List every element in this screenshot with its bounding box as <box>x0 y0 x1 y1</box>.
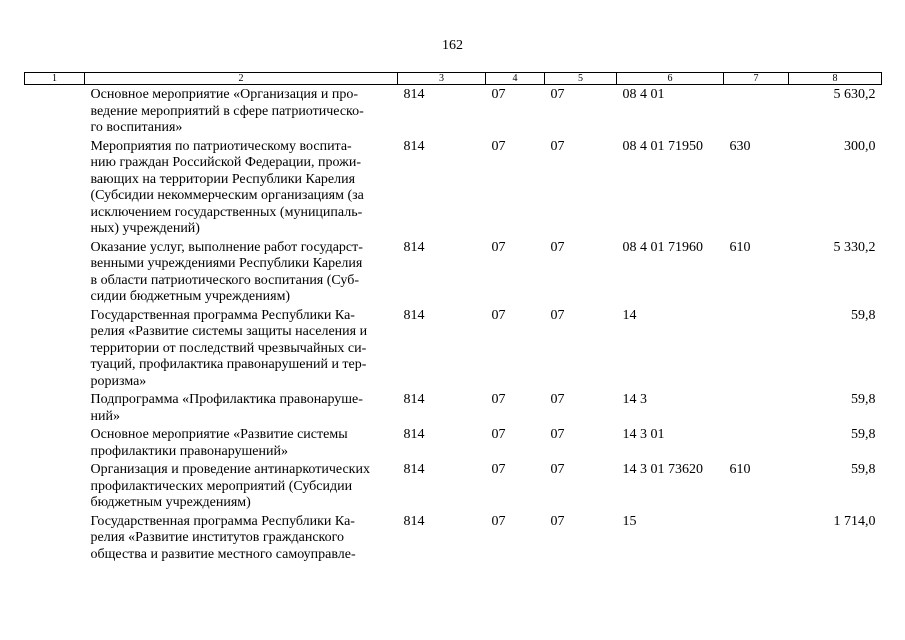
budget-table <box>24 72 882 565</box>
row-col6: 15 <box>622 513 637 529</box>
row-col7: 610 <box>729 462 751 477</box>
row-col3: 814 <box>403 307 425 323</box>
table-row <box>25 392 882 427</box>
row-col3: 814 <box>403 87 425 102</box>
table-body <box>25 85 882 566</box>
table-row <box>25 514 882 566</box>
row-col4: 07 <box>491 513 506 529</box>
row-col5: 07 <box>550 87 565 102</box>
table-row <box>25 85 882 139</box>
row-col3: 814 <box>403 392 425 407</box>
row-col3: 814 <box>403 239 425 255</box>
table-row <box>25 427 882 462</box>
row-col3: 814 <box>403 513 425 529</box>
row-amount: 1 714,0 <box>833 513 876 529</box>
row-col6: 14 <box>622 307 637 323</box>
row-amount: 5 330,2 <box>833 239 876 255</box>
row-col4: 07 <box>491 462 506 477</box>
row-col1 <box>25 462 85 514</box>
table-row <box>25 308 882 393</box>
row-name: Оказание услуг, выполнение работ государст- венными учреждениями Республики Карелия в области патриотического воспитания (Суб- сидии бюджетным учреждениям) <box>90 239 363 304</box>
table-row <box>25 462 882 514</box>
row-col7 <box>724 85 789 139</box>
row-col3: 814 <box>403 138 425 154</box>
row-col6: 14 3 01 73620 <box>622 462 703 477</box>
column-header-5: 5 <box>545 73 617 85</box>
row-col4: 07 <box>491 138 506 154</box>
table-header <box>25 73 882 85</box>
row-name: Основное мероприятие «Организация и про- ведение мероприятий в сфере патриотическо- го воспитания» <box>90 87 364 135</box>
row-col5: 07 <box>550 392 565 407</box>
row-amount: 59,8 <box>851 392 876 407</box>
row-col4: 07 <box>491 87 506 102</box>
row-col1 <box>25 139 85 240</box>
row-name: Государственная программа Республики Ка- релия «Развитие институтов гражданского общества и развитие местного самоуправле- <box>90 513 356 562</box>
row-col6: 14 3 01 <box>622 427 665 442</box>
row-col1 <box>25 308 85 393</box>
column-header-4: 4 <box>486 73 545 85</box>
row-col5: 07 <box>550 427 565 442</box>
page-number: 162 <box>442 38 463 53</box>
row-col5: 07 <box>550 513 565 529</box>
row-col5: 07 <box>550 462 565 477</box>
row-col6: 14 3 <box>622 392 647 407</box>
column-header-3: 3 <box>398 73 486 85</box>
row-col5: 07 <box>550 307 565 323</box>
row-col3: 814 <box>403 462 425 477</box>
row-col1 <box>25 392 85 427</box>
row-col3: 814 <box>403 427 425 442</box>
row-col6: 08 4 01 71960 <box>622 239 703 255</box>
row-amount: 59,8 <box>851 462 876 477</box>
row-amount: 59,8 <box>851 427 876 442</box>
row-amount: 59,8 <box>851 307 876 323</box>
row-col1 <box>25 427 85 462</box>
row-col1 <box>25 514 85 566</box>
row-name: Подпрограмма «Профилактика правонаруше- ний» <box>90 392 363 424</box>
row-col6: 08 4 01 <box>622 87 665 102</box>
row-col7 <box>724 514 789 566</box>
table-row <box>25 240 882 308</box>
row-col7 <box>724 392 789 427</box>
row-col4: 07 <box>491 392 506 407</box>
row-col1 <box>25 240 85 308</box>
row-col7 <box>724 427 789 462</box>
column-header-2: 2 <box>85 73 398 85</box>
column-header-8: 8 <box>789 73 882 85</box>
row-col7 <box>724 308 789 393</box>
row-amount: 5 630,2 <box>833 87 876 102</box>
row-col6: 08 4 01 71950 <box>622 138 703 154</box>
row-name: Государственная программа Республики Ка- релия «Развитие системы защиты населения и территории от последствий чрезвычайных си- туаций, профилактика правонарушений и тер- роризма» <box>90 307 368 389</box>
table-row <box>25 139 882 240</box>
column-header-1: 1 <box>25 73 85 85</box>
column-header-7: 7 <box>724 73 789 85</box>
row-col7: 630 <box>729 138 751 154</box>
row-col1 <box>25 85 85 139</box>
row-col4: 07 <box>491 307 506 323</box>
row-amount: 300,0 <box>844 138 876 154</box>
row-col5: 07 <box>550 138 565 154</box>
row-col4: 07 <box>491 427 506 442</box>
column-header-6: 6 <box>617 73 724 85</box>
row-name: Организация и проведение антинаркотических профилактических мероприятий (Субсидии бюджетным учреждениям) <box>90 462 370 510</box>
row-col4: 07 <box>491 239 506 255</box>
row-name: Основное мероприятие «Развитие системы профилактики правонарушений» <box>90 427 348 459</box>
row-col5: 07 <box>550 239 565 255</box>
row-col7: 610 <box>729 239 751 255</box>
row-name: Мероприятия по патриотическому воспита- нию граждан Российской Федерации, прожи- вающих на территории Республики Карелия (Субсидии некоммерческим организациям (за исключением государственных (муниципаль- ных) учреждений) <box>90 138 364 236</box>
